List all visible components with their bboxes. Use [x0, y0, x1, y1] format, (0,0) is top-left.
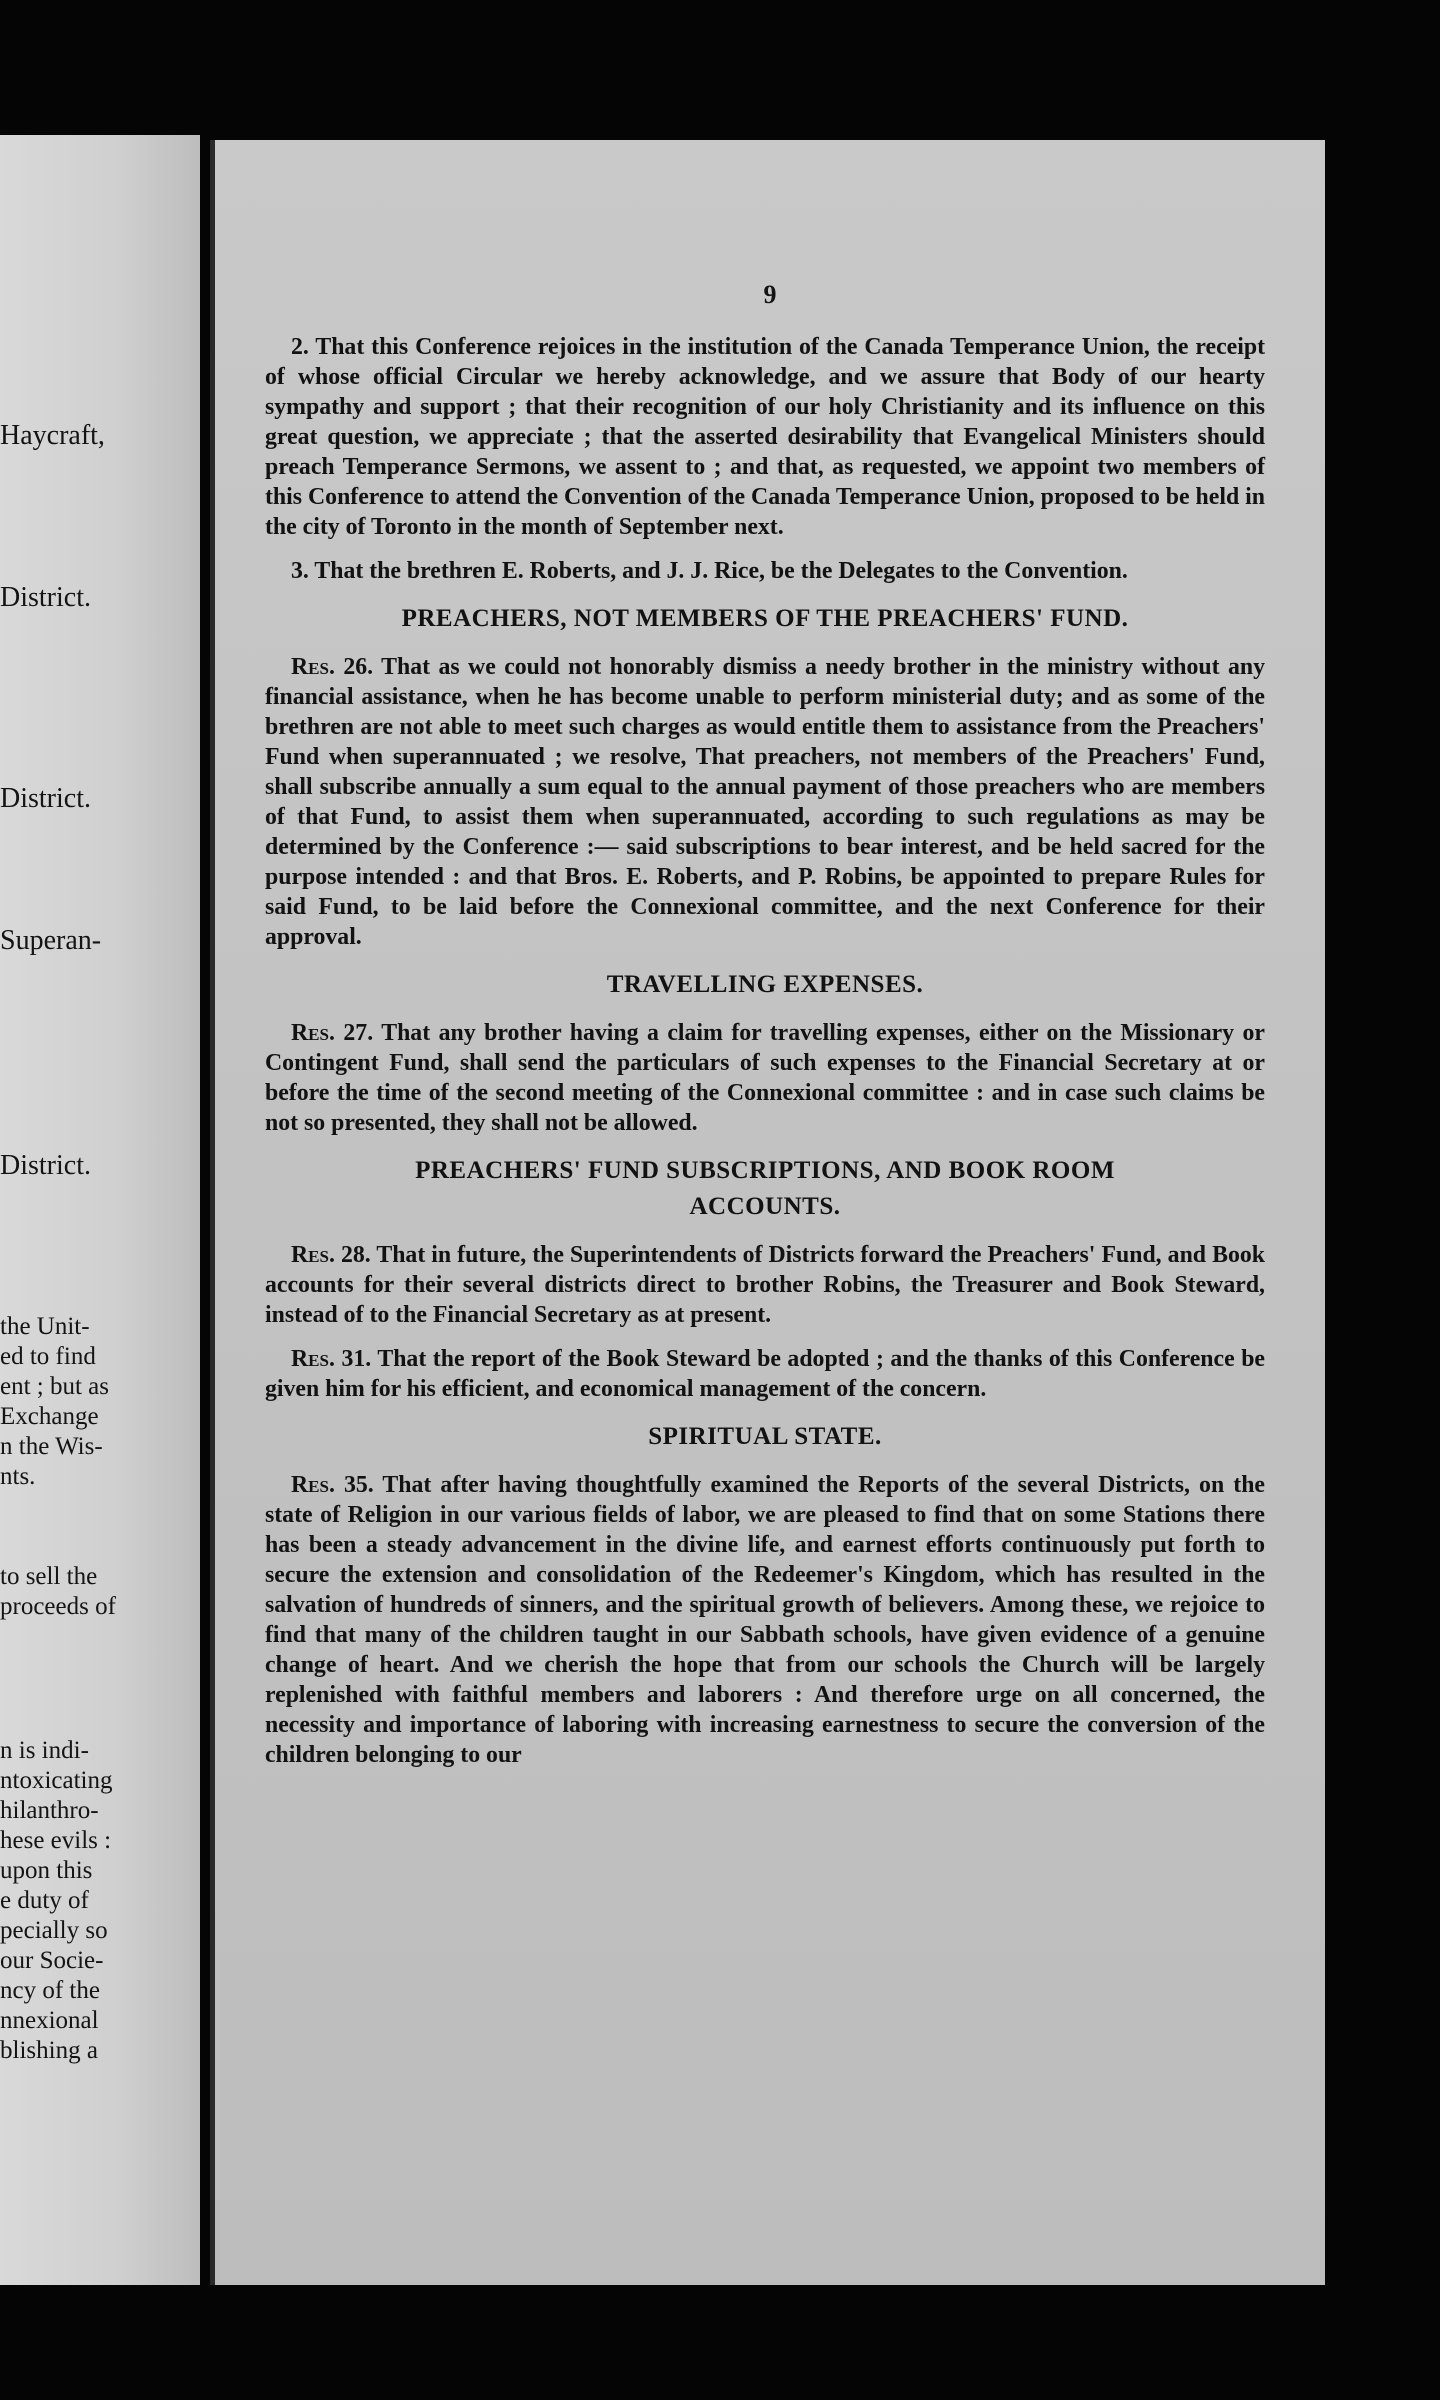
left-page-line: proceeds of — [0, 1593, 116, 1620]
resolution-text: That the report of the Book Steward be adopted ; and the thanks of this Conference be given him for his efficient, and economical management of the concern. — [265, 1346, 1265, 1402]
left-page-line: n the Wis- — [0, 1433, 103, 1460]
resolution-label: Res. 26. — [291, 654, 374, 680]
resolution-text: That in future, the Superintendents of Districts forward the Preachers' Fund, and Book accounts for their several districts direct to brother Robins, the Treasurer and Book Steward, instead of to the Financial Secretary as at present. — [265, 1242, 1265, 1328]
left-page-line: nnexional — [0, 2007, 99, 2034]
resolution-31 — [265, 1344, 1265, 1404]
resolution-label: Res. 27. — [291, 1020, 374, 1046]
resolution-text: That as we could not honorably dismiss a needy brother in the ministry without any financial assistance, when he has become unable to perform ministerial duty; and as some of the brethren are not able to meet such charges as would entitle them to assistance from the Preachers' Fund when superannuated ; we resolve, That preachers, not members of the Preachers' Fund, shall subscribe annually a sum equal to the annual payment of those preachers who are members of that Fund, to assist them when superannuated, according to such regulations as may be determined by the Conference :— said subscriptions to bear interest, and be held sacred for the purpose intended : and that Bros. E. Roberts, and P. Robins, be appointed to prepare Rules for said Fund, to be laid before the Connexional committee, and the next Conference for their approval. — [265, 654, 1265, 950]
left-page-line: District. — [0, 582, 91, 613]
resolution-27 — [265, 1018, 1265, 1138]
left-page-line: ncy of the — [0, 1977, 100, 2004]
paragraph-delegates: 3. That the brethren E. Roberts, and J. J. Rice, be the Delegates to the Convention. — [291, 558, 1128, 584]
left-page-line: District. — [0, 1150, 91, 1181]
left-page-line: upon this — [0, 1857, 93, 1884]
left-page-line: e duty of — [0, 1887, 89, 1914]
left-page-line: ntoxicating — [0, 1767, 113, 1794]
resolution-label: Res. 31. — [291, 1346, 372, 1372]
heading-travelling-expenses: TRAVELLING EXPENSES. — [606, 971, 924, 998]
left-page-line: n is indi- — [0, 1737, 89, 1764]
resolution-35 — [265, 1470, 1265, 1770]
left-page-line: ent ; but as — [0, 1373, 110, 1400]
left-page-line: Superan- — [0, 925, 102, 956]
left-page-line: District. — [0, 783, 91, 814]
left-page-line: hese evils : — [0, 1827, 112, 1854]
left-page-line: hilanthro- — [0, 1797, 99, 1824]
left-page-fragment — [0, 135, 200, 2285]
left-page-line: nts. — [0, 1463, 36, 1490]
resolution-label: Res. 28. — [291, 1242, 371, 1268]
left-page-line: to sell the — [0, 1563, 98, 1590]
page-number: 9 — [763, 280, 777, 309]
left-page-line: ed to find — [0, 1343, 96, 1370]
heading-preachers-fund-line2: ACCOUNTS. — [689, 1193, 841, 1220]
left-page-line: Haycraft, — [0, 420, 105, 451]
resolution-text: That after having thoughtfully examined the Reports of the several Districts, on the state of Religion in our various fields of labor, we are pleased to find that on some Stations there has been a steady advancement in the divine life, and earnest efforts continuously put forth to secure the extension and consolidation of the Redeemer's Kingdom, which has resulted in the salvation of hundreds of sinners, and the spiritual growth of believers. Among these, we rejoice to find that many of the children taught in our Sabbath schools, have given evidence of a genuine change of heart. And we cherish the hope that from our schools the Church will be largely replenished with faithful members and laborers : And therefore urge on all concerned, the necessity and importance of laboring with increasing earnestness to secure the conversion of the children belonging to our — [265, 1472, 1265, 1768]
resolution-label: Res. 35. — [291, 1472, 374, 1498]
heading-preachers-fund-line1: PREACHERS' FUND SUBSCRIPTIONS, AND BOOK ROOM — [415, 1157, 1115, 1184]
left-page-line: pecially so — [0, 1917, 108, 1944]
left-page-line: our Socie- — [0, 1947, 104, 1974]
heading-spiritual-state: SPIRITUAL STATE. — [648, 1423, 882, 1450]
paragraph-temperance-union: 2. That this Conference rejoices in the institution of the Canada Temperance Union, the receipt of whose official Circular we hereby acknowledge, and we assure that Body of our hearty sympathy and support ; that their recognition of our holy Christianity and its influence on this great question, we appreciate ; that the asserted desirability that Evangelical Ministers should preach Temperance Sermons, we assent to ; and that, as requested, we appoint two members of this Conference to attend the Convention of the Canada Temperance Union, proposed to be held in the city of Toronto in the month of September next. — [265, 334, 1265, 540]
main-page — [210, 140, 1325, 2285]
resolution-26 — [265, 652, 1265, 952]
resolution-28 — [265, 1240, 1265, 1330]
heading-preachers-not-members: PREACHERS, NOT MEMBERS OF THE PREACHERS' FUND. — [401, 605, 1129, 632]
resolution-text: That any brother having a claim for travelling expenses, either on the Missionary or Contingent Fund, shall send the particulars of such expenses to the Financial Secretary at or before the time of the second meeting of the Connexional committee : and in case such claims be not so presented, they shall not be allowed. — [265, 1020, 1265, 1136]
left-page-line: Exchange — [0, 1403, 99, 1430]
left-page-line: blishing a — [0, 2037, 98, 2064]
left-page-line: the Unit- — [0, 1313, 90, 1340]
page-body — [265, 332, 1265, 1784]
